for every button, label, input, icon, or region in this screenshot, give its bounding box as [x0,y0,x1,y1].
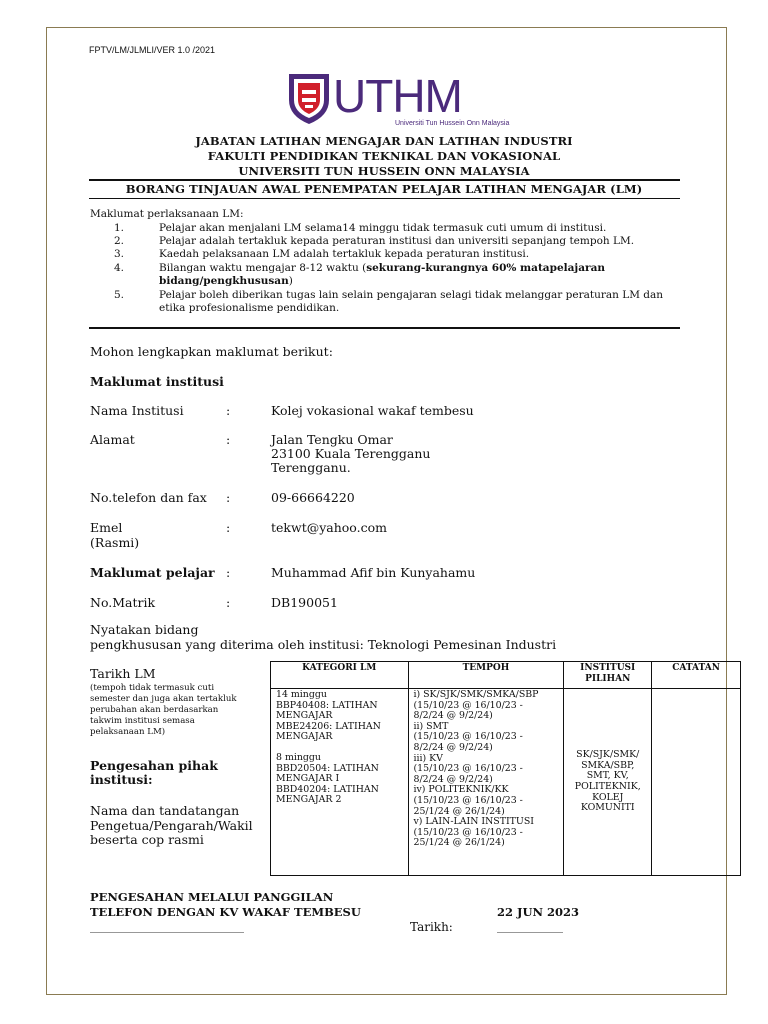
info-num: 5. [114,289,125,301]
colon: : [226,595,231,610]
address-line[interactable]: Terengganu. [271,460,351,475]
institution-name-label: Nama Institusi [90,403,184,418]
email-label: Emel [90,520,123,535]
footer-line1: PENGESAHAN MELALUI PANGGILAN [90,890,334,904]
tarikh-note: (tempoh tidak termasuk cuti [90,683,215,693]
tarikh-note: takwim institusi semasa [90,716,195,726]
email-label-sub: (Rasmi) [90,535,140,550]
tarikh-note: pelaksanaan LM) [90,727,166,737]
catatan-cell[interactable] [652,689,741,876]
footer-line2: TELEFON DENGAN KV WAKAF TEMBESU [90,905,361,919]
colon: : [226,565,231,580]
date-label: Tarikh: [410,920,453,934]
request-text: Mohon lengkapkan maklumat berikut: [90,344,333,359]
info-item: Pelajar adalah tertakluk kepada peraturan institusi dan universiti sepanjang tempoh LM. [159,235,635,247]
colon: : [226,432,231,447]
header-line3: UNIVERSITI TUN HUSSEIN ONN MALAYSIA [238,164,530,178]
footer-date-value[interactable]: 22 JUN 2023 [497,905,579,919]
colon: : [226,520,231,535]
tarikh-label: Tarikh LM [90,666,156,681]
info-num: 1. [114,222,125,234]
tempoh-cell: i) SK/SJK/SMK/SMKA/SBP (15/10/23 @ 16/10/23 - 8/2/24 @ 9/2/24) ii) SMT (15/10/23 @ 16/10/23 - 8/2/24 @ 9/2/24) iii) KV (15/10/23 @ 16/10/23 - 8/2/24 @ 9/2/24) iv) POLITEKNIK/KK (15/10/23 @ 16/10/23 - 25/1/24 @ 26/1/24) v) LAIN-LAIN INSTITUSI (15/10/23 @ 16/10/23 - 25/1/24 @ 26/1/24) [408,689,564,876]
divider [89,198,680,199]
pengesahan-heading: Pengesahan pihak [90,758,218,773]
institution-heading: Maklumat institusi [90,374,224,389]
logo-text: UTHM [333,70,462,122]
colon: : [226,490,231,505]
matric-value[interactable]: DB190051 [271,595,338,610]
info-item: Bilangan waktu mengajar 8-12 waktu (sekurang-kurangnya 60% matapelajaran [159,262,606,274]
info-intro: Maklumat perlaksanaan LM: [90,208,244,220]
sign-instruction: Pengetua/Pengarah/Wakil [90,818,253,833]
tarikh-note: perubahan akan berdasarkan [90,705,219,715]
phone-label: No.telefon dan fax [90,490,207,505]
sign-instruction: Nama dan tandatangan [90,803,240,818]
info-num: 2. [114,235,125,247]
header-line1: JABATAN LATIHAN MENGAJAR DAN LATIHAN INDUSTRI [195,134,573,148]
institusi-cell[interactable]: SK/SJK/SMK/ SMKA/SBP, SMT, KV, POLITEKNIK, KOLEJ KOMUNITI [564,689,652,876]
sign-instruction: beserta cop rasmi [90,832,204,847]
divider [89,327,680,329]
matric-label: No.Matrik [90,595,156,610]
table-header: KATEGORI LM [271,662,409,689]
info-num: 3. [114,248,125,260]
address-line[interactable]: 23100 Kuala Terengganu [271,446,431,461]
colon: : [226,403,231,418]
student-name-value[interactable]: Muhammad Afif bin Kunyahamu [271,565,476,580]
info-num: 4. [114,262,125,274]
table-header: CATATAN [652,662,741,689]
student-heading: Maklumat pelajar [90,565,215,580]
email-value[interactable]: tekwt@yahoo.com [271,520,387,535]
uthm-logo [285,70,510,128]
address-line[interactable]: Jalan Tengku Omar [271,432,393,447]
info-item-cont: bidang/pengkhususan) [159,275,293,287]
address-label: Alamat [90,432,135,447]
phone-value[interactable]: 09-66664220 [271,490,355,505]
logo-subtitle: Universiti Tun Hussein Onn Malaysia [395,120,510,127]
form-title: BORANG TINJAUAN AWAL PENEMPATAN PELAJAR LATIHAN MENGAJAR (LM) [125,182,643,196]
pengesahan-heading: institusi: [90,772,153,787]
divider [89,179,680,181]
date-line[interactable]: ____________ [497,920,563,933]
lm-table [270,661,741,876]
kategori-cell: 14 minggu BBP40408: LATIHAN MENGAJAR MBE24206: LATIHAN MENGAJAR 8 minggu BBD20504: LATIHAN MENGAJAR I BBD40204: LATIHAN MENGAJAR 2 [271,689,409,876]
info-item-cont: etika profesionalisme pendidikan. [159,302,340,314]
header-line2: FAKULTI PENDIDIKAN TEKNIKAL DAN VOKASIONAL [207,149,561,163]
field-label: Nyatakan bidang [90,622,199,637]
signature-line[interactable]: ____________________________ [90,920,244,933]
table-header: INSTITUSI PILIHAN [564,662,652,689]
info-item: Pelajar boleh diberikan tugas lain selain pengajaran selagi tidak melanggar peraturan LM dan [159,289,664,301]
info-item: Kaedah pelaksanaan LM adalah tertakluk kepada peraturan institusi. [159,248,530,260]
form-code: FPTV/LM/JLMLI/VER 1.0 /2021 [89,45,216,55]
field-value[interactable]: pengkhususan yang diterima oleh institusi: Teknologi Pemesinan Industri [90,637,557,652]
info-item: Pelajar akan menjalani LM selama14 minggu tidak termasuk cuti umum di institusi. [159,222,607,234]
institution-name-value[interactable]: Kolej vokasional wakaf tembesu [271,403,474,418]
tarikh-note: semester dan juga akan tertakluk [90,694,237,704]
table-header: TEMPOH [408,662,564,689]
